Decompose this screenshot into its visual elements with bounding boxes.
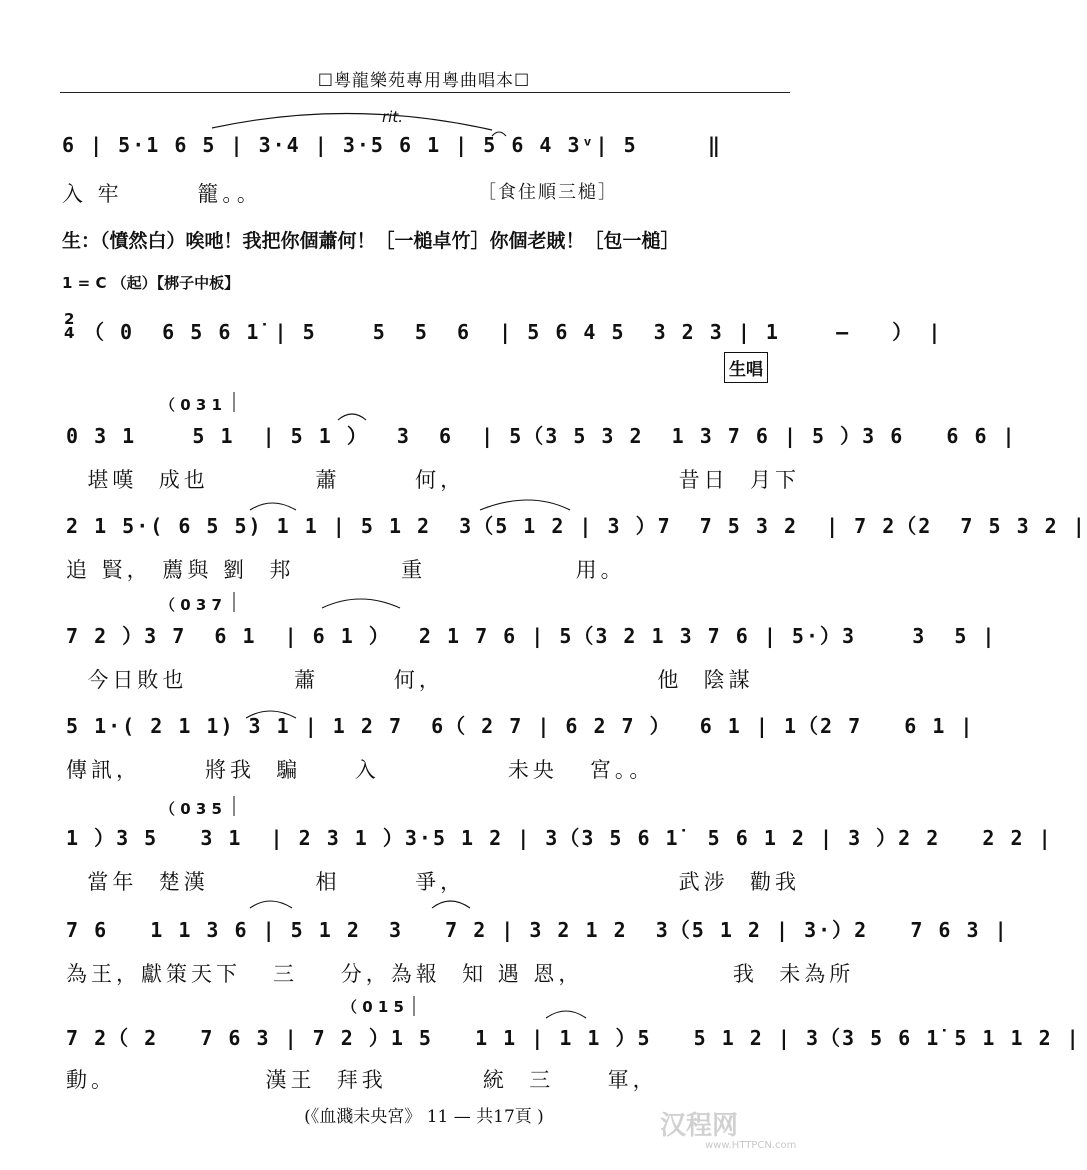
notation-line-3: 7 2 ）3 7 6 1 | 6 1 ） 2 1 7 6 | 5（3 2 1 3 7 6 | 5·）3 3 5 |	[66, 624, 997, 648]
grace-note-3: （ 0 3 7	[160, 596, 222, 614]
lyrics-line-4: 傳訊， 將我 騙 入 未央 宮。。	[66, 758, 655, 782]
grace-note-1: （ 0 3 1	[160, 396, 222, 414]
rit-marking: rit.	[382, 108, 403, 126]
cue-1: ［食住順三槌］	[478, 182, 618, 203]
time-signature	[64, 312, 74, 340]
lyrics-line-1: 堪嘆 成也 蕭 何， 昔日 月下	[66, 468, 801, 492]
lyrics-line-3: 今日敗也 蕭 何， 他 陰謀	[66, 668, 754, 692]
notation-line-7: 7 2（ 2 7 6 3 | 7 2 ）1 5 1 1 | 1 1 ）5 5 1 2 | 3（3 5 6 1̇ 5 1 1 2 |	[66, 1026, 1081, 1050]
page-footer: (《血濺未央宮》 11 — 共17頁 )	[304, 1107, 544, 1127]
grace-note-7: （ 0 1 5	[342, 998, 404, 1016]
time-sig-bottom: 4	[64, 324, 75, 342]
tempo-marking: 1 = C （起）【梆子中板】	[62, 274, 240, 292]
role-box: 生唱	[724, 352, 768, 383]
notation-line-1: 0 3 1 5 1 | 5 1 ） 3 6 | 5（3 5 3 2 1 3 7 6 | 5 ）3 6 6 6 |	[66, 424, 1017, 448]
watermark-logo: 汉程网	[660, 1111, 739, 1141]
time-sig-top: 2	[64, 310, 75, 328]
notation-line-4: 5 1·( 2 1 1) 3 1 | 1 2 7 6（ 2 7 | 6 2 7 ） 6 1 | 1（2 7 6 1 |	[66, 714, 975, 738]
watermark-url: www.HTTPCN.com	[705, 1140, 797, 1151]
lyrics-line-6: 為王，獻策天下 三 分，為報 知 遇 恩， 我 未為所	[66, 962, 855, 986]
notation-line-6: 7 6 1 1 3 6 | 5 1 2 3 7 2 | 3 2 1 2 3（5 1 2 | 3·）2 7 6 3 |	[66, 918, 1009, 942]
notation-row-1: 6 | 5·1 6 5 | 3·4 | 3·5 6 1 | 5 6 4 3ᵛ| 5 ‖	[62, 133, 722, 157]
notation-line-2: 2 1 5·( 6 5 5) 1 1 | 5 1 2 3（5 1 2 | 3 ）7 7 5 3 2 | 7 2（2 7 5 3 2 |	[66, 514, 1087, 538]
dialogue-line: 生：（憤然白）唉吔！我把你個蕭何！［一槌卓竹］你個老賊！［包一槌］	[62, 230, 680, 252]
notation-line-5: 1 ）3 5 3 1 | 2 3 1 ）3·5 1 2 | 3（3 5 6 1̇ 5 6 1 2 | 3 ）2 2 2 2 |	[66, 826, 1053, 850]
grace-note-5: （ 0 3 5	[160, 800, 222, 818]
lyrics-line-2: 追 賢， 薦與 劉 邦 重 用。	[66, 558, 626, 582]
notation-row-intro: （ 0 6 5 6 1̇ | 5 5 5 6 | 5 6 4 5 3 2 3 | 1 – ） |	[84, 320, 943, 344]
lyrics-row-1: 入 牢 籠。。	[62, 182, 262, 206]
lyrics-line-5: 當年 楚漢 相 爭， 武涉 勸我	[66, 870, 801, 894]
page-header: ☐粵龍樂苑專用粵曲唱本☐	[317, 71, 531, 91]
lyrics-line-7: 動。 漢王 拜我 統 三 軍，	[66, 1068, 658, 1092]
